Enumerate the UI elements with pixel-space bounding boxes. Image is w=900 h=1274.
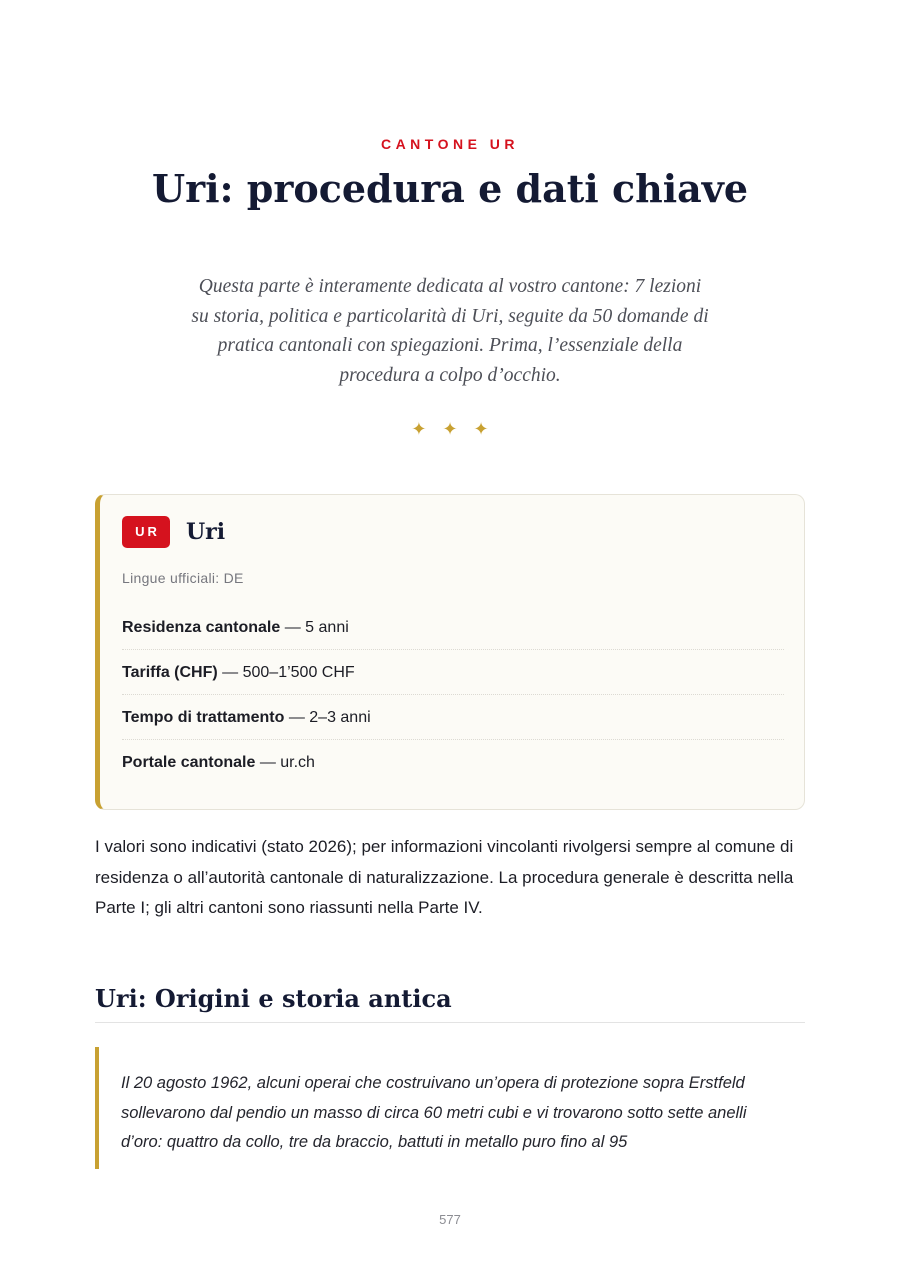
star-ornament-icon: ✦✦✦	[411, 419, 505, 439]
intro-text: Questa parte è interamente dedicata al vostro cantone: 7 lezioni su storia, politica e particolarità di Uri, seguite da 50 domande di pratica cantonali con spiegazioni. Prima, l’essenziale della procedura a colpo d’occhio.	[191, 276, 709, 386]
blockquote-text: Il 20 agosto 1962, alcuni operai che costruivano un’opera di protezione sopra Erstfeld sollevarono dal pendio un masso di circa 60 metri cubi e vi trovarono sotto sette anelli d’oro: quattro da collo, tre da braccio, battuti in metallo puro fino al 95	[121, 1074, 747, 1151]
fact-value: — ur.ch	[255, 754, 315, 771]
fact-row-fee	[122, 650, 784, 695]
fact-value: — 2–3 anni	[284, 709, 371, 726]
page-title: Uri: procedura e dati chiave	[151, 166, 749, 211]
page-number: 577	[439, 1212, 461, 1227]
canton-name: Uri	[186, 519, 226, 545]
key-facts-list	[122, 605, 784, 785]
fact-label: Residenza cantonale	[122, 619, 281, 636]
fact-row-residence	[122, 605, 784, 650]
fact-value: — 500–1’500 CHF	[217, 664, 355, 681]
canton-info-card	[95, 494, 805, 810]
fact-label: Tariffa (CHF)	[122, 664, 218, 681]
fact-label: Portale cantonale	[122, 754, 256, 771]
fact-label: Tempo di trattamento	[122, 709, 285, 726]
disclaimer-paragraph: I valori sono indicativi (stato 2026); per informazioni vincolanti rivolgersi sempre al comune di residenza o all’autorità cantonale di naturalizzazione. La procedura generale è descritta nella Parte I; gli altri cantoni sono riassunti nella Parte IV.	[95, 837, 794, 917]
section-heading: Uri: Origini e storia antica	[95, 984, 452, 1013]
fact-value: — 5 anni	[280, 619, 349, 636]
canton-badge: UR	[122, 516, 170, 548]
canton-eyebrow: CANTONE UR	[380, 136, 520, 152]
section-divider	[95, 1022, 805, 1023]
blockquote	[95, 1047, 785, 1169]
fact-row-portal	[122, 740, 784, 785]
fact-row-processing-time	[122, 695, 784, 740]
official-languages: Lingue ufficiali: DE	[122, 570, 244, 586]
